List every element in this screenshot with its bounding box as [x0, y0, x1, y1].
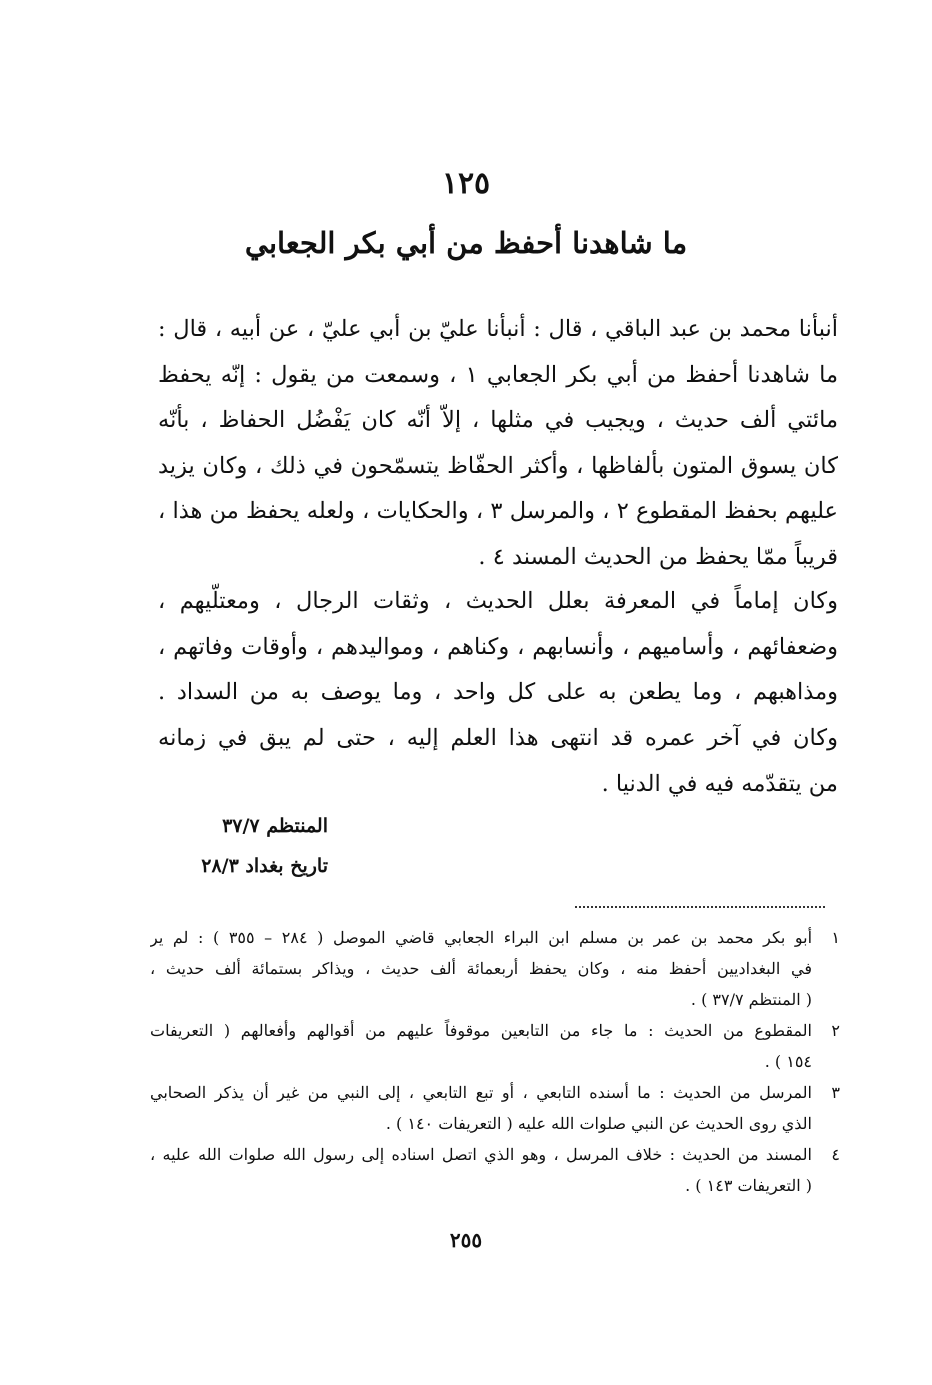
footnote-4 — [150, 1139, 840, 1201]
text-line: كان يسوق المتون بألفاظها ، وأكثر الحفّاظ يتسمّحون في ذلك ، وكان يزيد — [158, 452, 838, 479]
footnote-2 — [150, 1015, 840, 1077]
page-number: ٢٥٥ — [449, 1228, 483, 1252]
footnote-line: المرسل من الحديث : ما أسنده التابعي ، أو تبع التابعي ، إلى النبي من غير أن يذكر الصحابي — [150, 1083, 812, 1102]
text-line: أنبأنا محمد بن عبد الباقي ، قال : أنبأنا عليّ بن أبي عليّ ، عن أبيه ، قال : — [158, 316, 838, 342]
source-reference: المنتظم ٣٧/٧ — [222, 815, 328, 837]
footnote-line: ( المنتظم ٣٧/٧ ) . — [690, 990, 812, 1009]
paragraph-2 — [158, 579, 838, 716]
text-line: وكان إماماً في المعرفة بعلل الحديث ، وثقات الرجال ، ومعتلّيهم ، — [158, 588, 838, 614]
text-line: وكان في آخر عمره قد انتهى هذا العلم إليه ، حتى لم يبق في زمانه — [158, 725, 838, 751]
footnote-number: ٢ — [831, 1021, 840, 1040]
source-references — [158, 806, 838, 886]
paragraph-1 — [158, 307, 838, 580]
footnote-line: الذي روى الحديث عن النبي صلوات الله عليه ( التعريفات ١٤٠ ) . — [385, 1114, 812, 1133]
footnote-1 — [150, 922, 840, 1015]
footnote-line: ( التعريفات ١٤٣ ) . — [685, 1176, 812, 1195]
footnote-3 — [150, 1077, 840, 1139]
footnote-number: ٤ — [831, 1145, 840, 1164]
footnote-number: ١ — [831, 928, 840, 947]
footnotes — [150, 922, 840, 1201]
text-line: ما شاهدنا أحفظ من أبي بكر الجعابي ١ ، وسمعت من يقول : إنّه يحفظ — [158, 361, 838, 388]
paragraph-3 — [158, 716, 838, 807]
footnote-line: أبو بكر محمد بن عمر بن مسلم ابن البراء الجعابي قاضي الموصل ( ٢٨٤ – ٣٥٥ ) : لم ير — [150, 928, 812, 947]
text-line: ومذاهبهم ، وما يطعن به على كل واحد ، وما يوصف به من السداد . — [158, 679, 838, 705]
text-line: من يتقدّمه فيه في الدنيا . — [601, 770, 838, 797]
text-line: قريباً ممّا يحفظ من الحديث المسند ٤ . — [478, 543, 838, 570]
footnote-line: المسند من الحديث : خلاف المرسل ، وهو الذي اتصل اسناده إلى رسول الله صلوات الله عليه ، — [150, 1145, 812, 1164]
footnote-number: ٣ — [831, 1083, 840, 1102]
text-line: مائتي ألف حديث ، ويجيب في مثلها ، إلاّ أنّه كان يَفْضُل الحفاظ ، بأنّه — [158, 407, 838, 433]
footnote-line: المقطوع من الحديث : ما جاء من التابعين موقوفاً عليهم من أقوالهم وأفعالهم ( التعريفات — [150, 1021, 812, 1040]
source-reference: تاريخ بغداد ٢٨/٣ — [201, 855, 328, 877]
text-line: وضعفائهم ، وأساميهم ، وأنسابهم ، وكناهم ، ومواليدهم ، وأوقات وفاتهم ، — [158, 633, 838, 660]
footnote-divider — [575, 906, 825, 908]
entry-number: ١٢٥ — [441, 166, 491, 201]
footnote-line: ١٥٤ ) . — [764, 1052, 812, 1071]
entry-title: ما شاهدنا أحفظ من أبي بكر الجعابي — [244, 226, 688, 260]
footnote-line: في البغداديين أحفظ منه ، وكان يحفظ أربعمائة ألف حديث ، ويذاكر بستمائة ألف حديث ، — [150, 959, 812, 978]
text-line: عليهم بحفظ المقطوع ٢ ، والمرسل ٣ ، والحكايات ، ولعله يحفظ من هذا ، — [158, 498, 838, 524]
